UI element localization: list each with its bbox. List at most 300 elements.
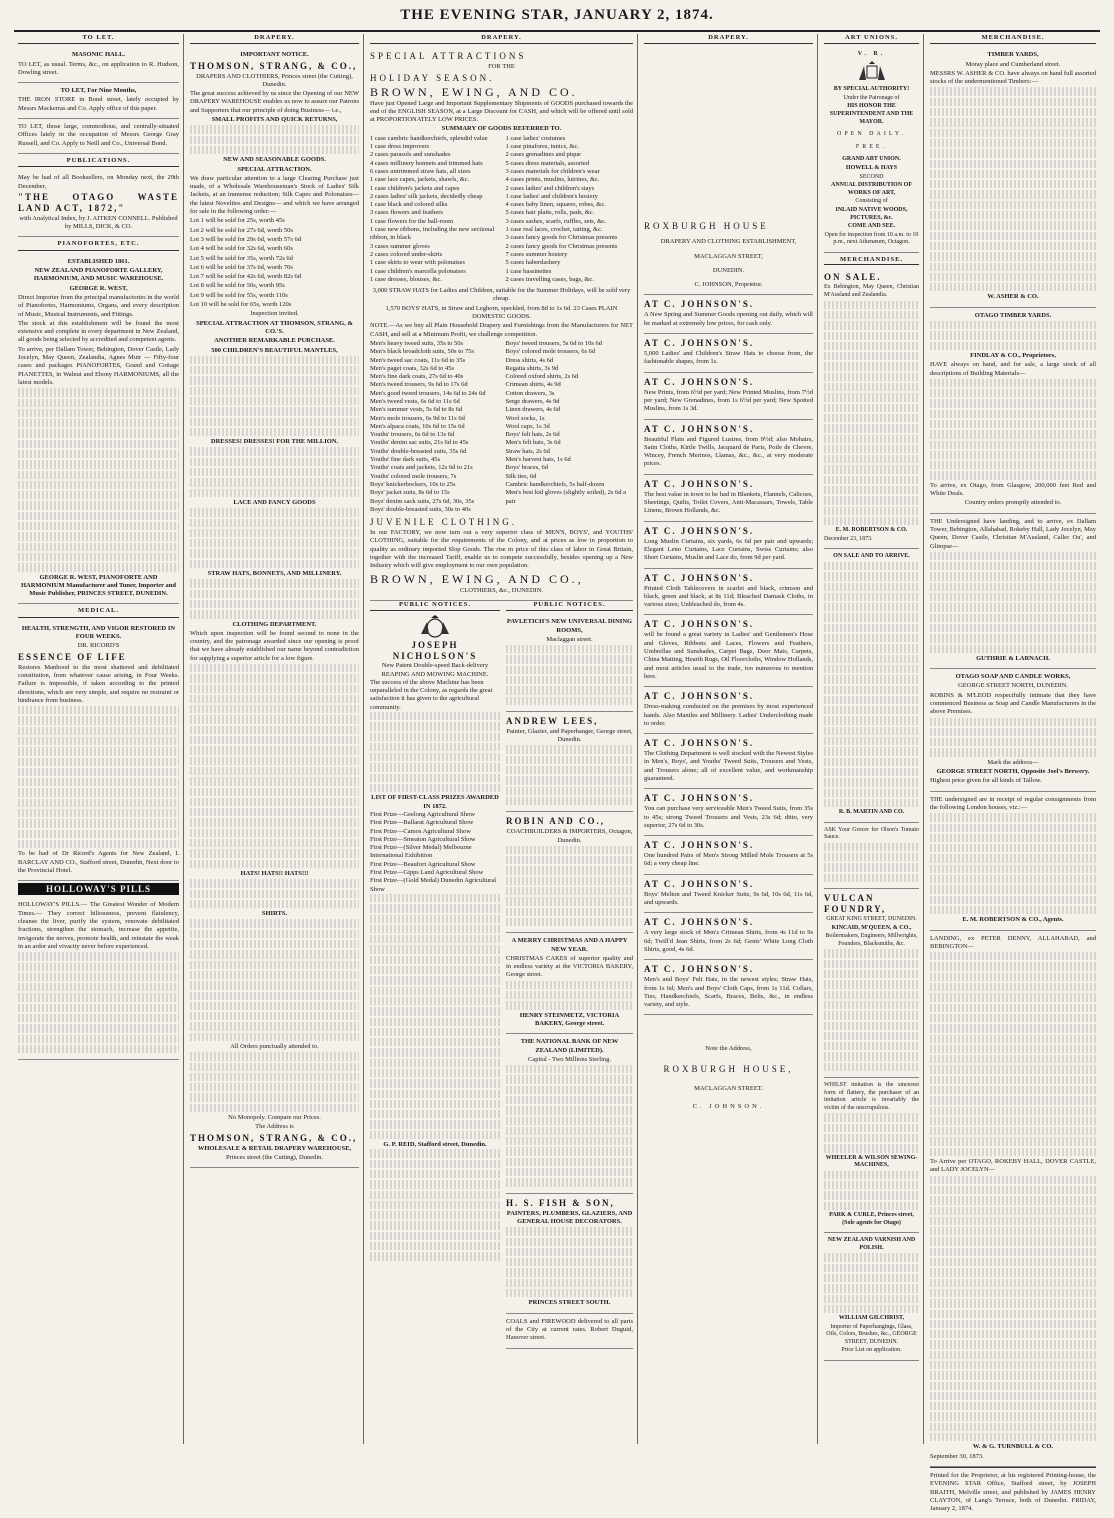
column-divider xyxy=(923,34,924,1444)
price-item: Boys' tweed trousers, 5s 6d to 10s 6d xyxy=(505,339,603,347)
ad-johnson-item xyxy=(644,960,813,1015)
ad-body: with Analytical Index, by J. AITKEN CONNELL. Published by MILLS, DICK, & CO. xyxy=(19,214,178,231)
ad-body: MESSRS W. ASHER & CO. have always on hand full assorted stocks of the undermentioned Timbers:— xyxy=(930,69,1096,86)
ad-body: We draw particular attention to a large Clearing Purchase just made, of a Wholesale Warehouseman's Stock of Ladies' Silk Jackets, at an immense reduction; Silk Capes and Polonaises— the latest Novelties and Designs— and which we have arranged for sale in the following order:— xyxy=(190,174,359,216)
top-rule xyxy=(14,30,1100,32)
goods-item: 1 case ladies' and children's hosiery xyxy=(505,192,598,200)
ad-body: Under the Patronage of xyxy=(843,94,900,101)
imprint xyxy=(930,1467,1096,1518)
text-block xyxy=(190,1052,359,1112)
ad-title: VULCAN FOUNDRY, xyxy=(824,893,887,915)
ad-title: SHIRTS. xyxy=(261,910,288,918)
ad-title: GRAND ART UNION. xyxy=(842,156,901,163)
ad-robin xyxy=(506,812,633,933)
ad-signature: C. JOHNSON. xyxy=(692,1103,765,1111)
price-item: Boys' knickerbockers, 10s to 25s xyxy=(370,480,456,488)
ad-title: AT C. JOHNSON'S. xyxy=(644,525,755,536)
ad-title: DR. RICORD'S xyxy=(77,642,120,650)
ad-signature: WHOLESALE & RETAIL DRAPERY WAREHOUSE, xyxy=(197,1144,352,1152)
ad-title: STRAW HATS, BONNETS, AND MILLINERY. xyxy=(207,570,342,578)
ad-johnson-item xyxy=(644,615,813,687)
price-item: Youths' coats and jackets, 12s 6d to 21s xyxy=(370,464,473,472)
ad-title: INLAID NATIVE WOODS, PICTURES, &c. xyxy=(835,206,908,221)
price-item: Crimean shirts, 4s 9d xyxy=(505,381,561,389)
ad-subtitle: DRAPERS AND CLOTHIERS, Princes street (the Cutting), Dunedin. xyxy=(196,72,353,88)
ad-title: ANDREW LEES, xyxy=(506,715,599,726)
ad-signature: G. P. REID, Stafford street, Dunedin. xyxy=(383,1141,487,1149)
ad-body: 3,000 STRAW HATS for Ladies and Children, suitable for the Summer Holidays, will be sold very cheap. xyxy=(372,287,631,303)
ad-body: To arrive, ex Otago, from Glasgow, 200,000 feet Red and White Deals. xyxy=(930,481,1096,498)
ad-title: ROXBURGH HOUSE xyxy=(644,221,769,232)
ad-body: To Arrive per OTAGO, ROKEBY HALL, DOVER CASTLE, and LADY JOCELYN— xyxy=(930,1158,1096,1174)
ad-johnson-item xyxy=(644,334,813,373)
price-item: Colored oxford shirts, 2s 6d xyxy=(505,373,579,381)
ad-body: Consisting of xyxy=(855,198,888,205)
column-divider xyxy=(363,34,364,1444)
text-block xyxy=(370,712,500,792)
ad-title: FREE. xyxy=(855,143,888,150)
ad-iron-store xyxy=(18,83,179,119)
text-block xyxy=(506,981,633,1010)
ad-on-sale xyxy=(824,268,919,549)
price-item: Men's tweed vests, 6s 6d to 11s 6d xyxy=(370,397,460,405)
prize-list xyxy=(370,811,500,894)
ad-varnish xyxy=(824,1233,919,1361)
ad-body: The Address is xyxy=(255,1123,294,1131)
prize-item: First Prize—Beaufort Agricultural Show xyxy=(370,860,476,868)
lot-item: Lot 3 will be sold for 29s 6d, worth 57s 6d xyxy=(190,235,302,243)
prize-item: First Prize—(Silver Medal) Melbourne International Exhibition xyxy=(370,844,472,860)
ad-signature: HENRY STEINMETZ, VICTORIA BAKERY, George street. xyxy=(519,1011,620,1027)
goods-item: 3 cases summer gloves xyxy=(370,242,430,250)
ad-signature: ROXBURGH HOUSE, xyxy=(663,1063,794,1074)
ad-title: IMPORTANT NOTICE. xyxy=(240,51,309,59)
text-block xyxy=(190,664,359,868)
ad-signature: W. ASHER & CO. xyxy=(987,293,1039,301)
ad-body: Note the Address, xyxy=(705,1045,752,1053)
ad-title: COME AND SEE. xyxy=(847,223,896,230)
goods-item: 3 cases materials for children's wear xyxy=(505,167,600,175)
ad-date: September 30, 1873. xyxy=(930,1452,984,1460)
ad-body: THE IRON STORE in Bond street, lately occupied by Messrs Mackerras and Co. Apply office of this paper. xyxy=(18,96,179,112)
ad-body: Mark the address— xyxy=(987,758,1039,766)
ad-body: Printed Cloth Tablecovers in scarlet and black, crimson and black, green and black, at 8s 11d; Bleached Damask Cloths, in various sizes; Unbleached do, from 4s. xyxy=(644,584,813,609)
ad-title: NEW ZEALAND VARNISH AND POLISH. xyxy=(827,1237,916,1251)
text-block xyxy=(930,552,1096,653)
price-item: Wool socks, 1s xyxy=(505,414,545,422)
ad-subtitle: GREAT KING STREET, DUNEDIN. xyxy=(826,916,917,923)
ad-coals xyxy=(506,1314,633,1349)
imprint-text: Printed for the Proprietor, at his registered Printing-house, the EVENING STAR Office, Stafford street, by JOSEPH BRAITH, Melville street, and published by JAMES HENRY CLAYTON, of Lang's Terrace, both of Dunedin. FRIDAY, January 2, 1874. xyxy=(930,1471,1096,1513)
column-roxburgh-house xyxy=(640,34,817,1446)
ad-subtitle: Moray place and Cumberland street. xyxy=(965,60,1061,68)
ad-title: ROBIN AND CO., xyxy=(506,816,606,827)
price-item: Regatta shirts, 3s 9d xyxy=(505,364,559,372)
ad-signature: MACLAGGAN STREET. xyxy=(694,1084,763,1092)
ad-victoria-bakery xyxy=(506,933,633,1034)
ad-subtitle: Boilermakers, Engineers, Millwrights, Founders, Blacksmiths, &c. xyxy=(825,933,918,947)
price-item: Serge drawers, 4s 9d xyxy=(505,397,560,405)
goods-item: 2 cases ladies' silk jackets, decidedly cheap xyxy=(370,192,483,200)
ad-pianofortes xyxy=(18,254,179,605)
price-item: Men's tweed sac coats, 11s 6d to 35s xyxy=(370,356,466,364)
goods-item: 3 cases fancy goods for Christmas presents xyxy=(505,234,618,242)
ad-subtitle: Painter, Glazier, and Paperhanger, George street, Dunedin. xyxy=(506,727,633,744)
goods-item: 2 cases grenadines and pique xyxy=(505,151,581,159)
masthead xyxy=(0,0,1114,30)
ad-body: All Orders punctually attended to. xyxy=(230,1042,319,1050)
ad-body: The Clothing Department is well stocked with the Newest Styles in Men's, Boys', and Youths' Tweed Suits, Trousers and Vests, and Trousers alone; all of excellent value, and workmanship guaranteed. xyxy=(644,750,813,782)
ad-signature: WILLIAM GILCHRIST, xyxy=(838,1315,905,1322)
goods-item: 1 case new ribbons, including the new sectional ribbon, in black xyxy=(370,226,495,242)
ad-title: SPECIAL ATTRACTION. xyxy=(237,165,312,173)
ad-body: Highest price given for all kinds of Tallow. xyxy=(930,777,1042,785)
section-head: PUBLIC NOTICES. xyxy=(370,601,500,611)
ad-body: Have just Opened Large and Important Supplementary Shipments of GOODS purchased towards the end of the ENGLISH SEASON, at a Large Discount for CASH, and which will be offered until sold at PROPORTIONATELY LOW PRICES. xyxy=(370,99,633,124)
ad-body: The success of the above Machine has been unparalleled in the Colony, as regards the great satisfaction it has given to the agricultural community. xyxy=(370,678,493,711)
text-block xyxy=(18,952,179,1053)
ad-title: OTAGO SOAP AND CANDLE WORKS, xyxy=(955,673,1071,681)
ad-subtitle: COACHBUILDERS & IMPORTERS, Octagon, Dunedin. xyxy=(506,828,633,844)
johnson-list xyxy=(644,295,813,1015)
text-block xyxy=(506,1065,633,1187)
prize-item: First Prize—Ballarat Agricultural Show xyxy=(370,819,474,827)
ad-title: HOWELL & HAYS xyxy=(845,164,898,171)
ad-title: H. S. FISH & SON, xyxy=(506,1197,615,1208)
ad-johnson-item xyxy=(644,836,813,875)
text-block xyxy=(190,447,359,496)
ad-title: LIST OF FIRST-CLASS PRIZES AWARDED IN 1872. xyxy=(371,794,499,810)
ad-title: AT C. JOHNSON'S. xyxy=(644,964,755,975)
ad-subtitle: GEORGE STREET NORTH, DUNEDIN. xyxy=(958,682,1068,690)
ad-title: WHEELER & WILSON SEWING-MACHINES, xyxy=(825,1154,918,1169)
lot-item: Lot 7 will be sold for 42s 6d, worth 82s 6d xyxy=(190,273,302,281)
text-block xyxy=(18,706,179,848)
ad-johnson-item xyxy=(644,420,813,475)
goods-item: 1 case children's marcella polonaises xyxy=(370,267,466,275)
ad-title: SMALL PROFITS AND QUICK RETURNS, xyxy=(211,116,338,124)
ad-title: FOR THE xyxy=(488,63,515,71)
goods-item: 5 cases dress materials, assorted xyxy=(505,159,590,167)
price-item: Men's good tweed trousers, 14s 6d to 24s 6d xyxy=(370,389,486,397)
section-head: PUBLIC NOTICES. xyxy=(506,601,633,611)
ad-signature: PARK & CURLE, Princes street, (Sole agents for Otago) xyxy=(829,1211,914,1226)
section-head: PUBLICATIONS. xyxy=(18,157,179,167)
price-item: Boys' felt hats, 2s 6d xyxy=(505,431,560,439)
text-block xyxy=(930,813,1096,914)
section-head: MEDICAL. xyxy=(18,607,179,617)
ad-body: May be had of all Booksellers, on Monday next, the 29th December, xyxy=(18,174,179,190)
ad-title: DRESSES! DRESSES! FOR THE MILLION. xyxy=(210,438,339,446)
column-divider xyxy=(817,34,818,1444)
ad-subtitle: Capital - Two Millions Sterling. xyxy=(527,1055,612,1063)
section-head: DRAPERY. xyxy=(644,34,813,44)
text-block xyxy=(930,718,1096,757)
ad-body: COALS and FIREWOOD delivered to all parts of the City at current rates. Robert Duguid, Hanover street. xyxy=(506,1317,633,1342)
ad-sauce xyxy=(824,823,919,889)
ad-title: GEORGE R. WEST, xyxy=(69,284,128,292)
price-item: Youths' denim sac suits, 21s 6d to 45s xyxy=(370,439,469,447)
price-item: Cotton drawers, 3s xyxy=(505,389,555,397)
price-item: Boys' jacket suits, 8s 6d to 15s xyxy=(370,489,450,497)
ad-subtitle: DUNEDIN. xyxy=(712,266,745,274)
text-block xyxy=(506,645,633,705)
ad-title: NEW ZEALAND PIANOFORTE GALLERY, HARMONIUM, AND MUSIC WAREHOUSE. xyxy=(33,267,164,283)
ad-signature: THOMSON, STRANG, & CO., xyxy=(190,1132,358,1143)
ad-title: SUMMARY OF GOODS REFERRED TO. xyxy=(441,125,562,133)
goods-item: 1 case lace capes, jackets, shawls, &c. xyxy=(370,176,470,184)
ad-signature: CLOTHIERS, &c., DUNEDIN. xyxy=(459,586,544,594)
goods-item: 1 case skirts to wear with polonaises xyxy=(370,259,465,267)
prize-item: First Prize—(Gold Medal) Dunedin Agricultural Show xyxy=(370,877,497,893)
ad-title: HIS HONOR THE SUPERINTENDENT AND THE MAYOR. xyxy=(829,103,914,125)
ad-otago-timber xyxy=(930,308,1096,514)
ad-art-union xyxy=(824,47,919,253)
text-block xyxy=(930,952,1096,1156)
ad-signature: FINDLAY & CO., Proprietors, xyxy=(970,351,1056,359)
ad-holloway xyxy=(18,897,179,1060)
ad-on-sale-arrive xyxy=(824,549,919,822)
ad-body: No Monopoly. Compare our Prices. xyxy=(228,1114,321,1122)
text-block xyxy=(190,356,359,436)
ad-johnson-item xyxy=(644,875,813,914)
ad-title: AT C. JOHNSON'S. xyxy=(644,691,755,702)
goods-item: 1 case dresses, blouses, &c. xyxy=(370,275,443,283)
ad-body: THE Undersigned have landing, and to arrive, ex Dallam Tower, Bebington, Allahabad, Rokeby Hall, Lady Jocelyn, May Queen, Dover Castle, Christian M'Ausland, Caller Ou', and Glimpse— xyxy=(930,517,1096,550)
ad-thomson-strang xyxy=(190,47,359,1168)
ad-title: ON SALE AND TO ARRIVE. xyxy=(833,553,910,560)
lot-item: Lot 4 will be sold for 32s 6d, worth 60s xyxy=(190,245,293,253)
ad-body: The great success achieved by us since the Opening of our NEW DRAPERY WAREHOUSE enables us now to assure our Patrons and Supporters that our principle of doing Business— i.e., xyxy=(190,90,359,114)
goods-item: 5 cases haberdashery xyxy=(505,259,561,267)
ad-body: Long Muslin Curtains, six yards, 6s 6d per pair and upwards; Elegant Leno Curtains, Lace Curtains, Swiss Curtains; also Short Curtains, Muslin and Lace do, from 9d per yard. xyxy=(644,537,813,562)
ad-title: ANOTHER REMARKABLE PURCHASE. xyxy=(214,337,335,345)
ad-body: TO LET, those large, commodious, and centrally-situated Offices lately in the occupation of Messrs George Gray Russell, and Co. Apply to Neill and Co., Universal Bond. xyxy=(18,123,179,147)
goods-item: 2 cases colored under-skirts xyxy=(370,250,443,258)
ad-body: ASK Your Grocer for Olson's Tomato Sauce. xyxy=(824,826,919,841)
goods-item: 2 cases parasols and sunshades xyxy=(370,151,451,159)
ad-body: Price List on application. xyxy=(841,1347,902,1354)
price-item: Cambric handkerchiefs, 5s half-dozen xyxy=(505,480,605,488)
ad-johnson-item xyxy=(644,522,813,569)
price-item: Men's paget coats, 32s 6d to 45s xyxy=(370,364,455,372)
ad-signature: GUTHRIE & LARNACH. xyxy=(976,654,1050,662)
ad-title: CLOTHING DEPARTMENT. xyxy=(232,620,317,628)
goods-item: 4 cases baby linen, squares, robes, &c. xyxy=(505,201,606,209)
column-art-unions xyxy=(820,34,923,1446)
ad-body: HOLLOWAY'S PILLS.— The Greatest Wonder of Modern Times.— They correct biliousness, prevent flatulency, cleanse the liver, purify the system, renovate debilitated fractions, strengthen the stomach, increase the appetite, invigorate the nerves, promote health, and reinstate the weak in an ardor and vivacity never before experienced. xyxy=(18,901,179,950)
ad-body: LANDING, ex PETER DENNY, ALLAHABAD, and BEBINGTON— xyxy=(930,934,1096,950)
ad-vulcan-foundry xyxy=(824,889,919,1078)
goods-item: 5 cases hair plaits, rolls, pads, &c. xyxy=(505,209,595,217)
section-head: ART UNIONS. xyxy=(824,34,919,44)
section-head: PIANOFORTES, ETC. xyxy=(18,240,179,250)
ad-body: Inspection invited. xyxy=(250,310,299,318)
text-block xyxy=(370,1149,500,1260)
ad-title: TO LET, For Nine Months, xyxy=(60,87,137,95)
price-item: Youths' colored mole trousers, 7s xyxy=(370,472,457,480)
section-head: DRAPERY. xyxy=(370,34,633,44)
ad-body: Beautiful Plain and Figured Lustres, from 9½d; also Mohairs, Satin Cloths, Kirtle Twills, Jacquard de Paris, Poile de Chevre, Wincey, French Merinos, Llamas, &c., &c., at very moderate prices. xyxy=(644,435,813,468)
text-block xyxy=(824,1113,919,1152)
ad-body: In our FACTORY, we now turn out a very superior class of MEN'S, BOYS', and YOUTHS' CLOTHING, suitable for the requirements of the Colony, and at prices as low in proportion to quality as ordinary imported Slop Goods. The rise in price of this class of labor in Great Britain, together with the increased Tariff, enable us to compete successfully, besides opening up a New Industry which will give employment to our own population. xyxy=(370,529,633,570)
lot-item: Lot 8 will be sold for 50s, worth 95s xyxy=(190,282,285,290)
ad-title: AT C. JOHNSON'S. xyxy=(644,338,755,349)
goods-item: 1 case flowers for the ball-room xyxy=(370,217,454,225)
ad-date: December 23, 1873. xyxy=(824,535,873,542)
ad-title: PAVLETICH'S NEW UNIVERSAL DINING ROOMS, xyxy=(506,618,633,634)
price-item: Youths' trousers, 6s 6d to 13s 6d xyxy=(370,431,455,439)
ad-body: Restores Manhood to the most shattered and debilitated constitution, from whatever cause arising, in Four Weeks. Failure is impossible, if taken according to the printed directions, which are very simple, and require no restraint or hindrance from business. xyxy=(18,663,179,704)
price-item: Men's summer vests, 5s 6d to 8s 6d xyxy=(370,406,463,414)
ad-masonic-hall xyxy=(18,47,179,83)
ad-body: THE undersigned are in receipt of regular consignments from the following London houses, viz.:— xyxy=(930,795,1096,811)
price-item: Men's harvest hats, 1s 6d xyxy=(505,456,571,464)
ad-brown-ewing xyxy=(370,47,633,601)
price-item: Boys' double-breasted suits, 30s to 40s xyxy=(370,505,471,513)
text-block xyxy=(506,1227,633,1297)
text-block xyxy=(930,379,1096,480)
text-block xyxy=(930,87,1096,291)
text-block xyxy=(824,1253,919,1313)
ad-title: TIMBER YARDS, xyxy=(987,51,1039,59)
price-item: Youths' double-breasted suits, 35s 6d xyxy=(370,447,467,455)
lot-list xyxy=(190,217,359,309)
ad-subtitle: Importer of Paperhangings, Glass, Oils, Colors, Brushes, &c., GEORGE STREET, DUNEDIN. xyxy=(826,1323,917,1345)
column-drapery-brown-ewing xyxy=(366,34,637,1446)
ad-body: CHRISTMAS CAKES of superior quality and in endless variety at the VICTORIA BAKERY, George street. xyxy=(506,954,633,979)
ad-subtitle: MACLAGGAN STREET, xyxy=(694,252,763,260)
holloway-banner: HOLLOWAY'S PILLS xyxy=(18,883,179,895)
ad-signature: W. & G. TURNBULL & CO. xyxy=(972,1443,1054,1451)
column-to-let xyxy=(14,34,183,1446)
goods-item: 1 case pinafores, tunics, &c. xyxy=(505,143,579,151)
price-item: Boys' braces, 6d xyxy=(505,464,549,472)
ad-title: AT C. JOHNSON'S. xyxy=(644,478,755,489)
ad-title: AT C. JOHNSON'S. xyxy=(644,423,755,434)
ad-title: AT C. JOHNSON'S. xyxy=(644,572,755,583)
price-item: Boys' colored mole trousers, 6s 6d xyxy=(505,348,596,356)
ad-title: AT C. JOHNSON'S. xyxy=(644,878,755,889)
ad-roxburgh xyxy=(644,217,813,295)
lot-item: Lot 2 will be sold for 27s 6d, worth 50s xyxy=(190,226,293,234)
ad-otago-soap xyxy=(930,669,1096,792)
text-block xyxy=(190,919,359,1041)
lot-item: Lot 9 will be sold for 55s, worth 110s xyxy=(190,291,288,299)
ad-timber-yards xyxy=(930,47,1096,307)
ad-guthrie-larnach xyxy=(930,514,1096,669)
ad-title: ON SALE. xyxy=(824,272,882,283)
ad-title: THE NATIONAL BANK OF NEW ZEALAND (LIMITED). xyxy=(520,1038,619,1054)
text-block xyxy=(824,949,919,1071)
goods-item: 3 cases flowers and feathers xyxy=(370,209,443,217)
ad-signature: C. JOHNSON, Proprietor. xyxy=(694,281,763,289)
text-block xyxy=(824,562,919,807)
ad-title: LACE AND FANCY GOODS xyxy=(233,498,316,506)
ad-title: SPECIAL ATTRACTIONS xyxy=(370,51,527,62)
text-block xyxy=(190,125,359,154)
section-head: TO LET. xyxy=(18,34,179,44)
ad-title: AT C. JOHNSON'S. xyxy=(644,299,755,310)
ad-body: The stock at this establishment will be found the most extensive and complete in every department in New Zealand, all goods being selected by accredited and competent agents. xyxy=(18,319,179,344)
ad-title: BY SPECIAL AUTHORITY! xyxy=(833,86,910,93)
goods-item: 2 cases ladies' and children's stays xyxy=(505,184,595,192)
text-block xyxy=(506,846,633,926)
price-item: Men's felt hats, 3s 6d xyxy=(505,439,561,447)
ad-body: Open for inspection from 10 a.m. to 10 p.m., next Athenæum, Octagon. xyxy=(824,231,919,246)
ad-body: Direct Importer from the principal manufactories in the world of Pianofortes, Harmoniums, Organs, and every description of Music, Musical Instruments, and Fittings. xyxy=(18,293,179,318)
goods-item: 1 case black and colored silks xyxy=(370,201,448,209)
ad-body: One hundred Pairs of Men's Strong Milled Mole Trousers at 5s 6d; a very cheap line. xyxy=(644,852,813,868)
ad-title: "THE OTAGO WASTE LAND ACT, 1872," xyxy=(18,191,179,213)
ad-title: ESTABLISHED 1861. xyxy=(67,257,130,265)
ad-johnson-item xyxy=(644,373,813,420)
column-divider xyxy=(183,34,184,1444)
price-item: Silk ties, 6d xyxy=(505,472,537,480)
ad-title: AT C. JOHNSON'S. xyxy=(644,793,755,804)
goods-item: 1 case ladies' costumes xyxy=(505,134,566,142)
ad-body: will be found a great variety in Ladies' and Gentlemen's Hose and Gloves, Ribbons and Laces, Flowers and Feathers, Umbrellas and Sunshades, Carpet Bags, Door Mats, Carpets, China Matting, Hearth Rugs, Oil Floorcloths, Window Hollands, and most articles usual to the trade, too numerous to mention here. xyxy=(644,631,813,680)
ad-title: SPECIAL ATTRACTION AT THOMSON, STRANG, & CO.'S. xyxy=(196,319,353,335)
ad-signature: BROWN, EWING, AND CO., xyxy=(370,571,584,586)
clothing-price-list xyxy=(370,340,633,514)
prize-item: First Prize—Gipps Land Agricultural Show xyxy=(370,869,484,877)
ad-title: HATS! HATS!! HATS!!! xyxy=(240,869,309,877)
ad-johnson-item xyxy=(644,687,813,734)
ad-turnbull xyxy=(930,931,1096,1467)
ad-body: The best value in town to be had in Blankets, Flannels, Calicoes, Sheetings, Quilts, Toilet Covers, Anti-Macassars, Towels, Table Linens, Brown Hollands, &c. xyxy=(644,490,813,515)
ad-title: HEALTH, STRENGTH, AND VIGOR RESTORED IN FOUR WEEKS. xyxy=(21,624,176,641)
text-block xyxy=(190,579,359,618)
ad-body: A New Spring and Summer Goods opening out daily, which will be marked at extremely low prices, for cash only. xyxy=(644,311,813,327)
ad-body: Country orders promptly attended to. xyxy=(964,499,1062,507)
ad-body: 1,570 BOYS' HATS, in Straw and Leghorn, speckled, from 8d to 1s 6d. 23 Cases PLAIN DOMESTIC GOODS. xyxy=(385,304,618,321)
ad-johnson-item xyxy=(644,569,813,616)
price-item: Men's mole trousers, 6s 9d to 11s 6d xyxy=(370,414,465,422)
price-item: Boys' denim sack suits, 27s 6d, 30s, 35s xyxy=(370,497,475,505)
price-item: Linen drawers, 4s 6d xyxy=(505,406,561,414)
section-head: MERCHANDISE. xyxy=(824,256,919,266)
lot-item: Lot 10 will be sold for 65s, worth 120s xyxy=(190,301,292,309)
text-block xyxy=(370,894,500,1139)
lot-item: Lot 1 will be sold for 25s, worth 45s xyxy=(190,217,285,225)
lot-item: Lot 6 will be sold for 37s 6d, worth 70s xyxy=(190,263,293,271)
ad-body: Men's and Boys' Felt Hats, in the newest styles; Straw Hats, from 1s 6d; Men's and Boys' Cloth Caps, from 1s 11d. Collars, Ties, Handkerchiefs, Scarfs, Braces, Belts, &c., in endless variety, and style. xyxy=(644,976,813,1009)
ad-body: A very large stock of Men's Crimean Shirts, from 4s 11d to 9s 6d; Twill'd Jean Shirts, from 2s 6d; Gents' White Long Cloth Shirts, good, 4s 6d. xyxy=(644,929,813,953)
ad-pavletich xyxy=(506,614,633,712)
ad-signature: GEORGE R. WEST, PIANOFORTE AND HARMONIUM Manufacturer and Tuner, Importer and Music Publisher, PRINCES STREET, DUNEDIN. xyxy=(20,573,177,598)
text-block xyxy=(930,321,1096,350)
ad-title: NEW AND SEASONABLE GOODS. xyxy=(223,156,326,164)
price-item: Men's fine dark coats, 27s 6d to 40s xyxy=(370,373,464,381)
lot-item: Lot 5 will be sold for 35s, worth 72s 6d xyxy=(190,254,293,262)
ad-body: Dress-making conducted on the premises by most experienced hands. Also Mantles and Millinery. Ladies' Underclothing made to order. xyxy=(644,703,813,727)
ad-title: OTAGO TIMBER YARDS. xyxy=(974,311,1052,319)
ad-body: Ex Bebington, May Queen, Christian M'Ausland and Zealandia. xyxy=(824,284,919,299)
ad-body: SECOND xyxy=(859,173,884,180)
ad-title: AT C. JOHNSON'S. xyxy=(644,840,755,851)
ad-johnson-item xyxy=(644,789,813,836)
ad-title: AT C. JOHNSON'S. xyxy=(644,376,755,387)
ad-ricord xyxy=(18,621,179,881)
goods-item: 7 cases summer hosiery xyxy=(505,250,568,258)
ad-fish xyxy=(506,1194,633,1314)
price-item: Wool caps, 1s 3d xyxy=(505,422,550,430)
ad-body: You can purchase very serviceable Men's Tweed Suits, from 35s to 45s; strong Tweed Trousers and Vests, 23s 6d; ditto, very superior, 27s 6d to 30s. xyxy=(644,805,813,829)
ad-title: JOSEPH NICHOLSON'S xyxy=(392,640,478,662)
spacer xyxy=(644,1015,813,1035)
goods-item: 1 case children's jackets and capes xyxy=(370,184,460,192)
